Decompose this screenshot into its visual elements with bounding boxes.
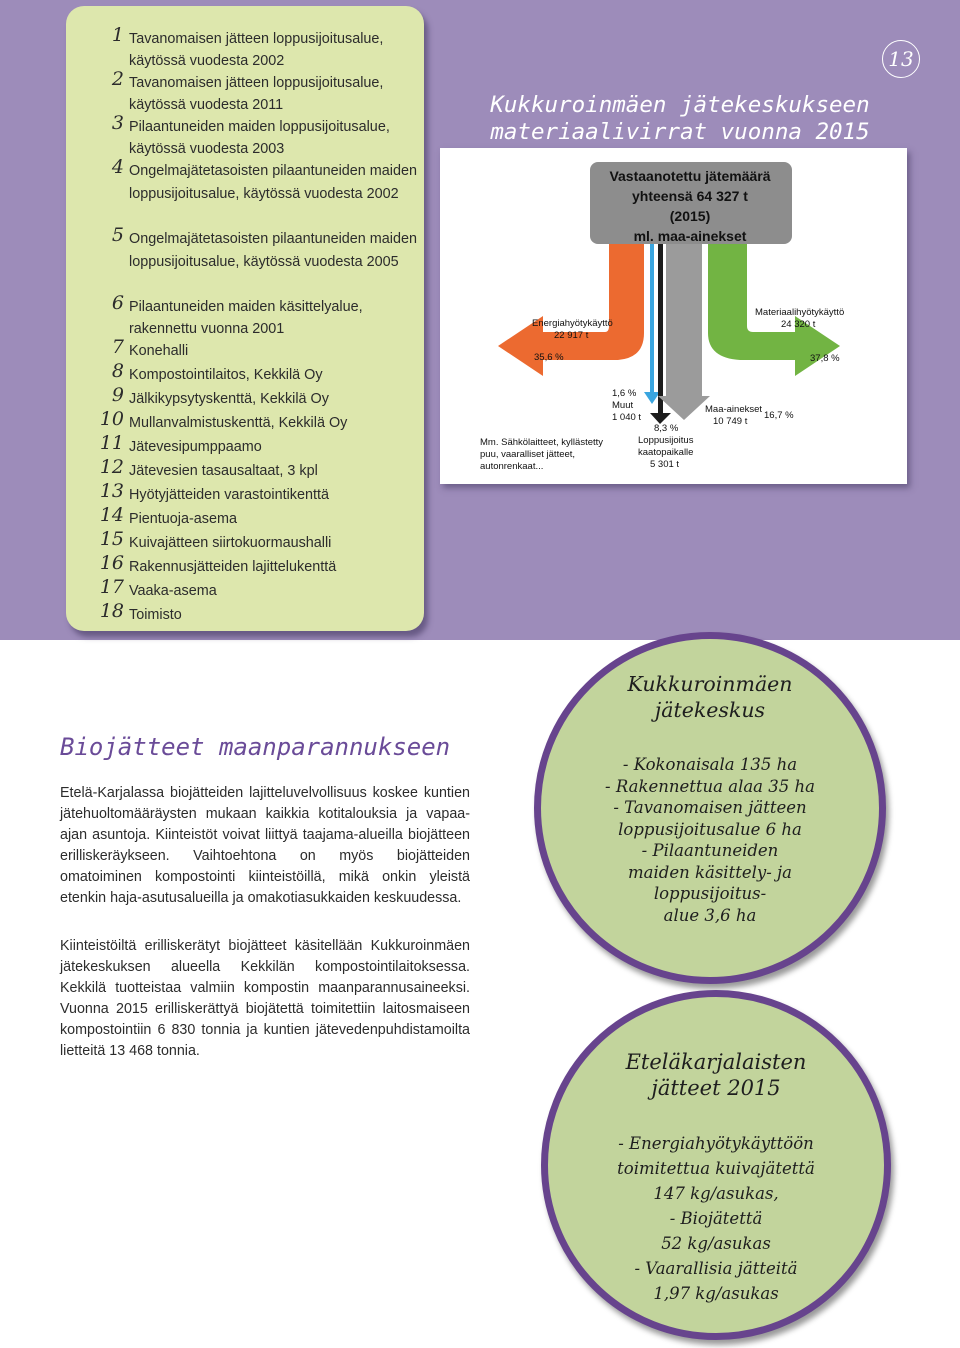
other-arrow: [644, 244, 660, 404]
legend-number: 4: [111, 156, 124, 178]
legend-text: Mullanvalmistuskenttä, Kekkilä Oy: [129, 415, 348, 431]
bio-paragraph-1: Etelä-Karjalassa biojätteiden lajitteluvelvollisuus koskee kuntien jätehuoltomääräysten mukaan kaikkia kotitalouksia ja vapaa-ajan asuntoja. Kiinteistöt voivat liittyä taajama-alueilla biojätteen erilliskeräykseen. Vaihtoehtona on myös biojätteiden omatoiminen kompostointi kiinteistöillä, mikä onkin yleistä etenkin haja-asutusalueilla ja omakotiasukkaiden keskuudessa.: [60, 785, 470, 906]
map-legend-panel: [66, 6, 424, 631]
legend-text: Tavanomaisen jätteen loppusijoitusalue, käytössä vuodesta 2011: [129, 75, 384, 113]
legend-number: 18: [99, 600, 124, 622]
legend-text: Tavanomaisen jätteen loppusijoitusalue, käytössä vuodesta 2002: [129, 31, 384, 69]
page-number: 13: [882, 40, 920, 78]
circle1-text: - Kokonaisala 135 ha - Rakennettua alaa 35 ha - Tavanomaisen jätteen loppusijoitusalue 6 ha - Pilaantuneiden maiden käsittely- ja loppusijoitus- alue 3,6 ha: [605, 755, 815, 925]
landfill-facts-circle: [534, 632, 886, 984]
material-percent: 37,8 %: [810, 353, 840, 364]
landfill-label: 8,3 % Loppusijoitus kaatopaikalle 5 301 t: [638, 423, 694, 470]
legend-number: 8: [111, 360, 124, 382]
bio-paragraph-2: Kiinteistöiltä erilliskerätyt biojätteet käsitellään Kukkuroinmäen jätekeskuksen alueella Kekkilän kompostointilaitoksessa. Kekkilä tuotteistaa valmiin kompostin maanparannusaineeksi. Vuonna 2015 erilliskerättyä biojätettä toimitettiin laitosmaiseen kompostointiin 6 830 tonnia ja kuntien jätevedenpuhdistamoilta lietteitä 13 468 tonnia.: [60, 938, 470, 1059]
legend-text: Jätevesien tasausaltaat, 3 kpl: [129, 463, 318, 479]
bio-section-title: Biojätteet maanparannukseen: [60, 733, 451, 761]
legend-number: 3: [111, 112, 124, 134]
legend-text: Jätevesipumppaamo: [129, 439, 262, 455]
legend-number: 15: [99, 528, 124, 550]
legend-number: 2: [111, 68, 124, 90]
material-flow-diagram: [440, 148, 907, 484]
circle1-title: Kukkuroinmäen jätekeskus: [627, 672, 793, 722]
legend-number: 9: [111, 384, 124, 406]
material-label: Materiaalihyötykäyttö 24 320 t: [755, 307, 845, 330]
legend-number: 13: [99, 480, 124, 502]
legend-number: 11: [99, 432, 124, 454]
circle2-title: Eteläkarjalaisten jätteet 2015: [625, 1050, 807, 1100]
legend-text: Kuivajätteen siirtokuormaushalli: [129, 535, 332, 551]
legend-text: Pilaantuneiden maiden käsittelyalue, rakennettu vuonna 2001: [129, 299, 363, 337]
energy-arrow: [498, 244, 644, 376]
energy-label: Energiahyötykäyttö 22 917 t: [532, 318, 613, 341]
legend-text: Pientuoja-asema: [129, 511, 237, 527]
legend-number: 12: [99, 456, 124, 478]
legend-number: 6: [111, 292, 124, 314]
soil-percent: 16,7 %: [764, 410, 794, 421]
legend-text: Jälkikypsytyskenttä, Kekkilä Oy: [129, 391, 329, 407]
waste-facts-circle: [541, 990, 891, 1340]
legend-text: Kompostointilaitos, Kekkilä Oy: [129, 367, 323, 383]
legend-number: 17: [99, 576, 124, 598]
legend-number: 1: [111, 24, 124, 46]
legend-text: Ongelmajätetasoisten pilaantuneiden maiden loppusijoitusalue, käytössä vuodesta 2005: [129, 231, 418, 270]
circle2-text: - Energiahyötykäyttöön toimitettua kuivajätettä 147 kg/asukas, - Biojätettä 52 kg/asukas - Vaarallisia jätteitä 1,97 kg/asukas: [617, 1134, 815, 1303]
legend-text: Ongelmajätetasoisten pilaantuneiden maiden loppusijoitusalue, käytössä vuodesta 2002: [129, 163, 418, 202]
other-note: Mm. Sähkölaitteet, kyllästetty puu, vaaralliset jätteet, autonrenkaat...: [480, 437, 604, 472]
legend-number: 10: [99, 408, 124, 430]
legend-text: Vaaka-asema: [129, 583, 217, 599]
legend-list: [66, 6, 424, 631]
legend-text: Konehalli: [129, 343, 189, 359]
legend-text: Pilaantuneiden maiden loppusijoitusalue, käytössä vuodesta 2003: [129, 119, 390, 157]
total-received-text: Vastaanotettu jätemäärä yhteensä 64 327 t (2015) ml. maa-ainekset: [609, 168, 771, 244]
legend-text: Hyötyjätteiden varastointikenttä: [129, 487, 329, 503]
legend-number: 5: [111, 224, 124, 246]
other-label: 1,6 % Muut 1 040 t: [612, 388, 642, 423]
energy-percent: 35,6 %: [534, 352, 564, 363]
soil-label: Maa-ainekset 10 749 t: [705, 404, 763, 427]
flow-title: Kukkuroinmäen jätekeskukseen materiaalivirrat vuonna 2015: [490, 92, 870, 145]
legend-number: 7: [111, 336, 124, 358]
legend-number: 14: [99, 504, 124, 526]
legend-text: Rakennusjätteiden lajittelukenttä: [129, 559, 337, 575]
legend-text: Toimisto: [129, 607, 182, 623]
legend-number: 16: [99, 552, 124, 574]
soil-arrow: [658, 244, 710, 420]
